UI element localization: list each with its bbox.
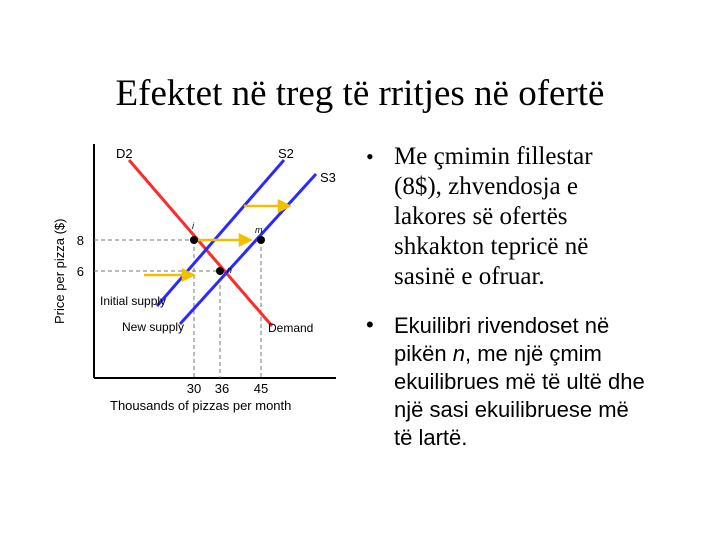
bullet-marker: • xyxy=(366,312,374,337)
initial-supply-curve xyxy=(157,160,284,306)
chart-svg xyxy=(44,138,344,423)
bullet-text-2-point: n xyxy=(452,341,465,366)
arrow-middle-head xyxy=(240,235,250,245)
bullet-text-2-start: Ekuilibri rivendoset në pikën xyxy=(394,313,610,366)
y-tick-8: 8 xyxy=(76,233,84,248)
arrow-lower-head xyxy=(183,270,193,280)
bullet-item-2 xyxy=(362,312,718,452)
x-tick-30: 30 xyxy=(186,381,202,396)
y-axis-title: Price per pizza ($) xyxy=(52,218,67,324)
new-supply-curve xyxy=(180,174,316,324)
label-initial-supply: Initial supply xyxy=(100,294,167,308)
point-n-label: n xyxy=(227,265,233,275)
bullet-text-1: Me çmimin fillestar (8$), zhvendosja e lakores së ofertës shkakton tepricë në sasinë e ofruar. xyxy=(394,143,593,290)
label-d2: D2 xyxy=(116,146,133,161)
bullet-text-2-end: , me një çmim ekuilibrues më të ultë dhe një sasi ekuilibruese më të lartë. xyxy=(394,341,645,450)
point-n xyxy=(216,267,224,275)
x-axis-title: Thousands of pizzas per month xyxy=(110,398,292,413)
bullet-marker: • xyxy=(366,144,374,169)
slide-title: Efektet në treg të rritjes në ofertë xyxy=(115,73,605,114)
x-tick-45: 45 xyxy=(253,381,269,396)
point-m-label: m xyxy=(255,225,263,235)
point-i-label: i xyxy=(192,221,194,231)
x-tick-36: 36 xyxy=(214,381,230,396)
label-demand: Demand xyxy=(268,321,314,335)
label-s3: S3 xyxy=(320,170,336,185)
label-s2: S2 xyxy=(278,146,294,161)
bullet-list xyxy=(362,142,718,452)
label-new-supply: New supply xyxy=(122,320,185,334)
point-m xyxy=(257,236,265,244)
bullet-text-2 xyxy=(394,312,718,452)
point-i xyxy=(190,236,198,244)
arrow-upper-head xyxy=(279,201,289,211)
bullet-item-1 xyxy=(362,142,718,292)
y-tick-6: 6 xyxy=(76,264,84,279)
supply-shift-chart xyxy=(44,138,344,423)
